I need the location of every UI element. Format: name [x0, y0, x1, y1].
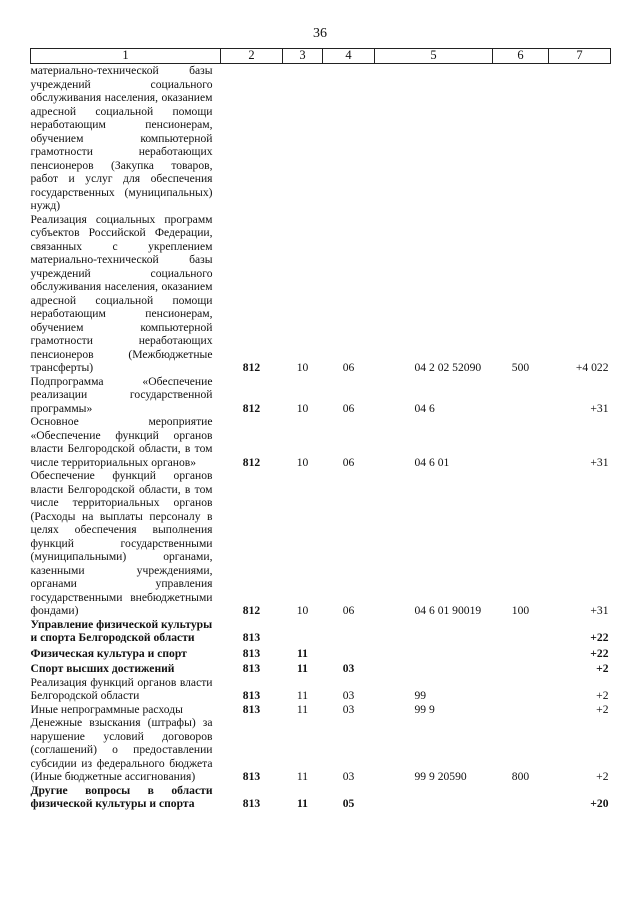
amount: +2 — [596, 702, 609, 716]
section-code: 10 — [296, 361, 309, 374]
amount: +2 — [596, 662, 609, 675]
row-name: Физическая культура и спорт — [30, 646, 187, 660]
expense-type-code — [493, 676, 549, 703]
section-code — [283, 64, 323, 213]
expense-type-code — [493, 618, 549, 645]
amount: +2 — [596, 770, 609, 783]
amount: +20 — [590, 797, 609, 810]
target-article-code — [375, 64, 493, 213]
section-code: 11 — [296, 702, 309, 716]
row-name: Обеспечение функций органов власти Белгородской области, в том числе территориальных органов (Расходы на выплаты персоналу в целях обеспечения выполнения функций государственными (муниципальными) органами, казенными учреждениями, органами управления государственными внебюджетными фондами) — [30, 469, 213, 617]
subsection-code — [323, 64, 375, 213]
department-code: 812 — [242, 455, 261, 469]
column-header: 3 — [283, 49, 323, 64]
expense-type-code — [493, 64, 549, 213]
table-row — [31, 660, 611, 676]
department-code: 813 — [242, 631, 261, 644]
column-header: 7 — [549, 49, 611, 64]
department-code: 813 — [242, 689, 261, 702]
target-article-code: 99 — [414, 689, 427, 702]
expense-type-code — [493, 660, 549, 676]
table-header-row — [31, 49, 611, 64]
expense-type-code — [493, 784, 549, 811]
expense-type-code — [493, 645, 549, 661]
target-article-code: 04 6 01 90019 — [414, 604, 482, 617]
table-row — [31, 415, 611, 469]
table-row — [31, 618, 611, 645]
subsection-code: 03 — [342, 770, 355, 783]
table-row — [31, 64, 611, 213]
row-name: Реализация социальных программ субъектов Российской Федерации, связанных с укреплением материально-технической базы учреждений социального обслуживания населения, оказанием адресной социальной помощи неработающим пенсионерам, обучением компьютерной грамотности неработающих пенсионеров (Межбюджетные трансферты) — [30, 212, 213, 374]
department-code: 812 — [242, 401, 261, 415]
section-code — [283, 618, 323, 645]
amount: +2 — [596, 689, 609, 702]
target-article-code — [375, 660, 493, 676]
amount: +22 — [590, 631, 609, 644]
target-article-code: 99 9 — [414, 702, 435, 716]
expense-type-code — [493, 415, 549, 469]
table-row — [31, 676, 611, 703]
column-header: 1 — [31, 49, 221, 64]
section-code: 11 — [296, 770, 309, 783]
row-name: Управление физической культуры и спорта Белгородской области — [30, 617, 213, 644]
expense-type-code: 100 — [511, 604, 530, 617]
row-name: Денежные взыскания (штрафы) за нарушение условий договоров (соглашений) о предоставлении субсидии из федерального бюджета (Иные бюджетные ассигнования) — [30, 716, 213, 783]
table-row — [31, 469, 611, 618]
row-name: материально-технической базы учреждений социального обслуживания населения, оказанием адресной социальной помощи неработающим пенсионерам, обучением компьютерной грамотности неработающих пенсионеров (Закупка товаров, работ и услуг для обеспечения государственных (муниципальных) нужд) — [30, 64, 213, 212]
table-row — [31, 213, 611, 375]
column-header: 4 — [323, 49, 375, 64]
expense-type-code: 500 — [511, 361, 530, 374]
row-name: Подпрограмма «Обеспечение реализации государственной программы» — [30, 374, 213, 415]
table-row — [31, 716, 611, 784]
table-body — [31, 64, 611, 811]
table-row — [31, 703, 611, 717]
department-code: 813 — [242, 646, 261, 660]
row-name: Основное мероприятие «Обеспечение функций органов власти Белгородской области, в том числе территориальных органов» — [30, 415, 213, 469]
amount: +31 — [590, 455, 609, 469]
department-code: 812 — [242, 361, 261, 374]
section-code: 10 — [296, 455, 309, 469]
subsection-code — [323, 618, 375, 645]
subsection-code: 06 — [342, 401, 355, 415]
expense-type-code: 800 — [511, 770, 530, 783]
column-header: 5 — [375, 49, 493, 64]
subsection-code: 05 — [342, 797, 355, 810]
column-header: 2 — [221, 49, 283, 64]
subsection-code: 06 — [342, 604, 355, 617]
target-article-code: 04 6 01 — [414, 455, 450, 469]
department-code — [221, 64, 283, 213]
target-article-code: 04 2 02 52090 — [414, 361, 482, 374]
section-code: 10 — [296, 401, 309, 415]
target-article-code: 04 6 — [414, 401, 435, 415]
subsection-code — [323, 645, 375, 661]
row-name: Иные непрограммные расходы — [30, 702, 183, 716]
target-article-code — [375, 645, 493, 661]
section-code: 11 — [297, 797, 308, 810]
amount — [549, 64, 611, 213]
target-article-code — [375, 618, 493, 645]
amount: +31 — [590, 401, 609, 415]
target-article-code: 99 9 20590 — [414, 770, 467, 783]
subsection-code: 03 — [342, 662, 355, 675]
amount: +31 — [590, 604, 609, 617]
page-number: 36 — [313, 26, 327, 41]
section-code: 10 — [296, 604, 309, 617]
department-code: 813 — [242, 797, 261, 810]
department-code: 812 — [242, 604, 261, 617]
table-row — [31, 375, 611, 416]
expense-type-code — [493, 375, 549, 416]
column-header: 6 — [493, 49, 549, 64]
row-name: Спорт высших достижений — [30, 662, 175, 675]
subsection-code: 03 — [342, 689, 355, 702]
expense-type-code — [493, 703, 549, 717]
subsection-code: 06 — [342, 361, 355, 374]
row-name: Другие вопросы в области физической культуры и спорта — [30, 783, 213, 810]
amount: +4 022 — [575, 361, 609, 374]
subsection-code: 03 — [342, 702, 355, 716]
department-code: 813 — [242, 702, 261, 716]
section-code: 11 — [296, 689, 309, 702]
row-name: Реализация функций органов власти Белгородской области — [30, 675, 213, 702]
table-row — [31, 784, 611, 811]
amount: +22 — [590, 646, 609, 660]
section-code: 11 — [297, 646, 308, 660]
department-code: 813 — [242, 770, 261, 783]
table-row — [31, 645, 611, 661]
subsection-code: 06 — [342, 455, 355, 469]
target-article-code — [375, 784, 493, 811]
budget-table — [30, 48, 611, 811]
section-code: 11 — [297, 662, 308, 675]
department-code: 813 — [242, 662, 261, 675]
